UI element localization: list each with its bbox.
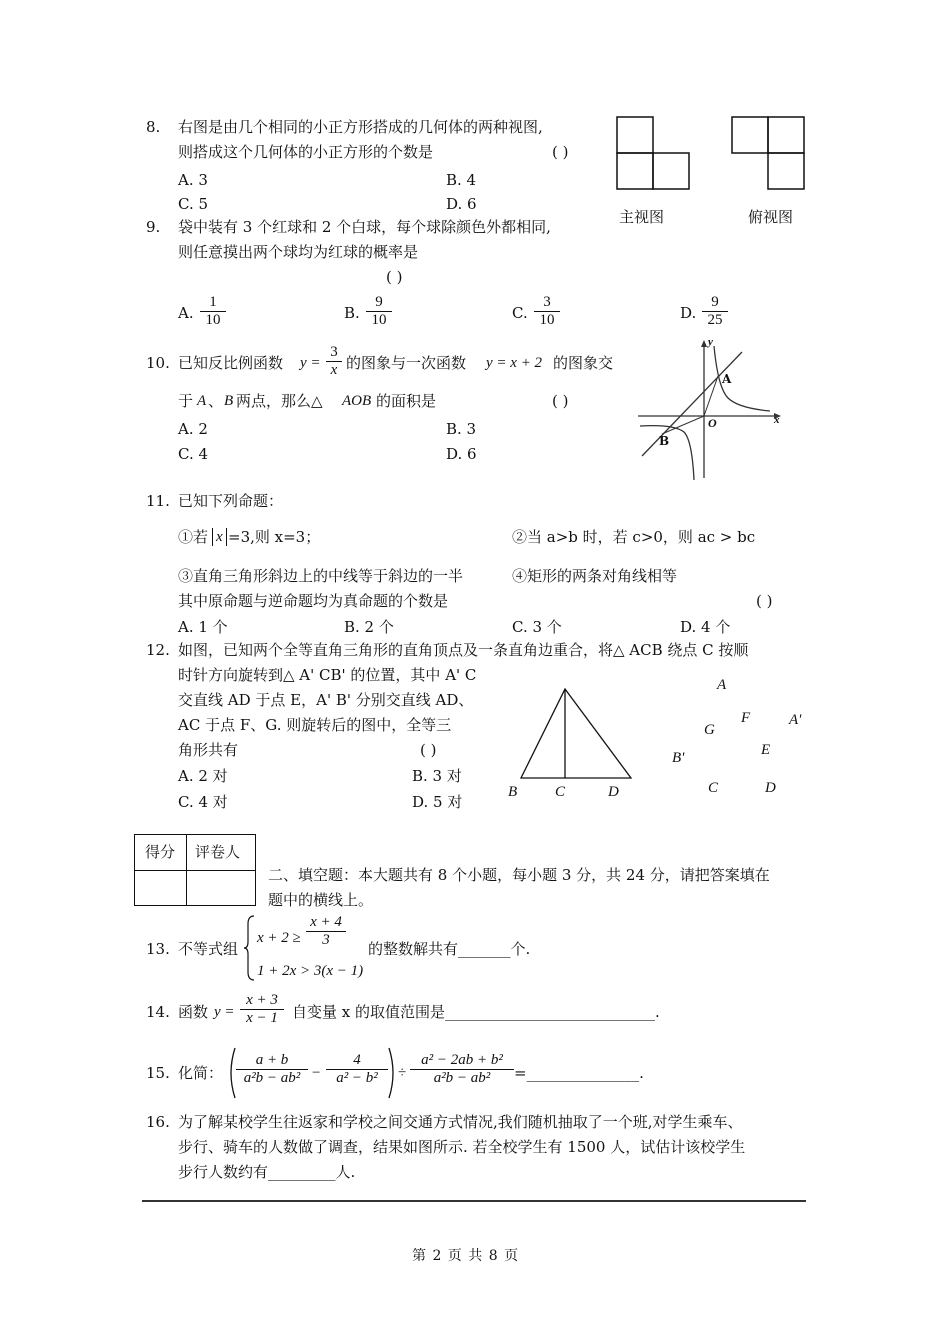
q15-post: =_______________. (514, 1064, 644, 1082)
q11-prop1-post: =3,则 x=3； (228, 528, 321, 546)
q10-graph-b-label: B (659, 434, 670, 448)
q12-line5: 角形共有 (178, 741, 239, 759)
q10-mid: 的图象与一次函数 (346, 354, 467, 372)
q16-number: 16. (146, 1113, 170, 1131)
section2-line1: 二、填空题：本大题共有 8 个小题，每小题 3 分，共 24 分，请把答案填在 (268, 866, 770, 884)
q12-line2: 时针方向旋转到△ A' CB' 的位置，其中 A' C (178, 666, 477, 684)
q10-graph-y-label: y (708, 336, 713, 348)
q15-left-paren (226, 1047, 236, 1099)
score-table-row-divider (135, 870, 255, 871)
q8-option-b: B. 4 (446, 171, 477, 189)
q10-graph-o-label: O (708, 416, 717, 430)
q14-numerator: x + 3 (240, 992, 284, 1010)
q11-option-b: B. 2 个 (344, 618, 394, 636)
q10-pre: 已知反比例函数 (178, 354, 284, 372)
q12-fig1-c: C (555, 784, 566, 800)
q9-option-d-fraction (702, 294, 728, 329)
q11-option-d: D. 4 个 (680, 618, 731, 636)
q15-divide: ÷ (398, 1065, 407, 1081)
q13-ineq1-denominator: 3 (322, 932, 330, 948)
top-view-label: 俯视图 (748, 208, 794, 226)
q9-option-b-fraction (366, 294, 392, 329)
q9-d-numerator: 9 (702, 294, 728, 312)
q11-prop3: ③直角三角形斜边上的中线等于斜边的一半 (178, 567, 464, 585)
q10-aob: AOB (342, 393, 372, 409)
q8-option-d: D. 6 (446, 195, 477, 213)
q10-option-d: D. 6 (446, 445, 477, 463)
q12-fig1-d: D (608, 784, 619, 800)
q12-fig2-d: D (765, 780, 776, 796)
q11-prop1-pre: ①若 (178, 528, 209, 546)
q9-d-denominator: 25 (707, 312, 723, 328)
q10-point-b: B (224, 393, 234, 409)
q10-fraction (326, 344, 342, 379)
q9-option-a-fraction (200, 294, 226, 329)
q11-option-c: C. 3 个 (512, 618, 562, 636)
q9-b-numerator: 9 (366, 294, 392, 312)
q9-c-numerator: 3 (534, 294, 560, 312)
q10-option-c: C. 4 (178, 445, 209, 463)
q13-number: 13. (146, 940, 170, 958)
q12-line1: 如图，已知两个全等直角三角形的直角顶点及一条直角边重合，将△ ACB 绕点 C 按顺 (178, 641, 749, 659)
q15-fraction2 (326, 1052, 388, 1087)
q14-fraction (240, 992, 284, 1027)
q16-line2: 步行、骑车的人数做了调查，结果如图所示. 若全校学生有 1500 人，试估计该校学生 (178, 1138, 746, 1156)
q12-paren: ( ) (420, 741, 437, 759)
q8-line2: 则搭成这个几何体的小正方形的个数是 (178, 143, 434, 161)
q11-prop4: ④矩形的两条对角线相等 (512, 567, 678, 585)
q10-denominator: x (330, 362, 338, 378)
q11-prop2: ②当 a>b 时，若 c>0，则 ac > bc (512, 528, 756, 546)
q15-minus: − (312, 1065, 321, 1081)
section2-line2: 题中的横线上。 (268, 891, 374, 909)
q10-numerator: 3 (326, 344, 342, 362)
q14-denominator: x − 1 (246, 1010, 278, 1026)
q12-fig2-a-prime: A' (789, 712, 802, 728)
q10-paren: ( ) (552, 392, 569, 410)
q12-option-c: C. 4 对 (178, 793, 228, 811)
q15-f2-denominator: a² − b² (336, 1070, 378, 1086)
q12-option-d: D. 5 对 (412, 793, 463, 811)
q11-paren: ( ) (756, 592, 773, 610)
q9-option-a-label: A. (178, 304, 194, 322)
q15-f2-numerator: 4 (326, 1052, 388, 1070)
q15-f1-numerator: a + b (236, 1052, 308, 1070)
q10-y-eq: y = (300, 355, 321, 371)
q10-post: 的图象交 (553, 354, 614, 372)
q12-fig2-f: F (741, 710, 751, 726)
q13-ineq1-numerator: x + 4 (306, 914, 346, 932)
q9-paren: ( ) (386, 268, 403, 286)
q10-line2-mid: 两点，那么△ (236, 392, 323, 410)
q9-option-c-fraction (534, 294, 560, 329)
q10-option-a: A. 2 (178, 420, 208, 438)
q14-post: 自变量 x 的取值范围是____________________________. (292, 1003, 660, 1021)
score-table (134, 834, 256, 906)
q10-number: 10. (146, 354, 170, 372)
q16-line3: 步行人数约有_________人. (178, 1163, 356, 1181)
q9-option-b-label: B. (344, 304, 360, 322)
q12-option-a: A. 2 对 (178, 767, 228, 785)
q12-line3: 交直线 AD 于点 E，A' B' 分别交直线 AD、 (178, 691, 474, 709)
q11-option-a: A. 1 个 (178, 618, 228, 636)
q12-fig1-b: B (508, 784, 518, 800)
q13-brace (244, 914, 256, 982)
q15-right-paren (388, 1047, 398, 1099)
q10-point-a: A (197, 393, 207, 409)
q10-sep: 、 (208, 392, 224, 410)
q11-number: 11. (146, 492, 170, 510)
q9-option-c-label: C. (512, 304, 528, 322)
q15-pre: 化简： (178, 1064, 224, 1082)
q16-line1: 为了解某校学生往返家和学校之间交通方式情况,我们随机抽取了一个班,对学生乘车、 (178, 1113, 743, 1131)
q9-number: 9. (146, 218, 161, 236)
q13-ineq1-left: x + 2 ≥ (257, 930, 301, 946)
q11-intro: 已知下列命题： (178, 492, 284, 510)
q14-y-eq: y = (214, 1004, 235, 1020)
q10-graph-a-label: A (722, 372, 732, 386)
q8-number: 8. (146, 118, 161, 136)
page-bottom-rule (142, 1200, 806, 1202)
q9-option-d-label: D. (680, 304, 697, 322)
q14-pre: 函数 (178, 1003, 209, 1021)
q8-paren: ( ) (552, 143, 569, 161)
q15-number: 15. (146, 1064, 170, 1082)
q12-number: 12. (146, 641, 170, 659)
q12-triangle-figure (516, 686, 636, 782)
q10-graph (634, 338, 784, 483)
q9-a-numerator: 1 (200, 294, 226, 312)
q14-number: 14. (146, 1003, 170, 1021)
q10-linear: y = x + 2 (486, 355, 543, 371)
q11-prop1-abs: x (212, 528, 227, 546)
q13-ineq2: 1 + 2x > 3(x − 1) (257, 963, 364, 979)
front-view-figure (616, 116, 692, 192)
q15-fraction1 (236, 1052, 308, 1087)
q15-fraction3 (410, 1052, 514, 1087)
q12-fig2-a: A (717, 677, 727, 693)
q13-post: 的整数解共有_______个. (368, 940, 531, 958)
q9-a-denominator: 10 (205, 312, 221, 328)
page-footer: 第 2 页 共 8 页 (412, 1248, 520, 1264)
q11-question: 其中原命题与逆命题均为真命题的个数是 (178, 592, 449, 610)
score-table-grader-header: 评卷人 (195, 843, 241, 861)
q13-pre: 不等式组 (178, 940, 239, 958)
front-view-label: 主视图 (619, 208, 665, 226)
q10-line2-post: 的面积是 (376, 392, 437, 410)
score-table-score-header: 得分 (145, 843, 176, 861)
q15-f3-denominator: a²b − ab² (433, 1070, 491, 1086)
q9-line1: 袋中装有 3 个红球和 2 个白球，每个球除颜色外都相同, (178, 218, 551, 236)
q10-option-b: B. 3 (446, 420, 477, 438)
q12-fig2-g: G (704, 722, 715, 738)
q8-line1: 右图是由几个相同的小正方形搭成的几何体的两种视图, (178, 118, 543, 136)
q12-fig2-e: E (761, 742, 771, 758)
q15-f1-denominator: a²b − ab² (243, 1070, 301, 1086)
q8-option-c: C. 5 (178, 195, 209, 213)
q9-c-denominator: 10 (539, 312, 555, 328)
q12-fig2-c: C (708, 780, 719, 796)
q10-line2-pre: 于 (178, 392, 194, 410)
q12-option-b: B. 3 对 (412, 767, 462, 785)
q9-line2: 则任意摸出两个球均为红球的概率是 (178, 243, 419, 261)
q13-ineq1-fraction (306, 914, 346, 949)
q15-f3-numerator: a² − 2ab + b² (410, 1052, 514, 1070)
q12-fig2-b-prime: B' (672, 750, 685, 766)
q9-b-denominator: 10 (371, 312, 387, 328)
q10-graph-x-label: x (774, 414, 780, 426)
q12-line4: AC 于点 F、G. 则旋转后的图中，全等三 (178, 716, 452, 734)
q8-option-a: A. 3 (178, 171, 208, 189)
top-view-figure (731, 116, 807, 192)
